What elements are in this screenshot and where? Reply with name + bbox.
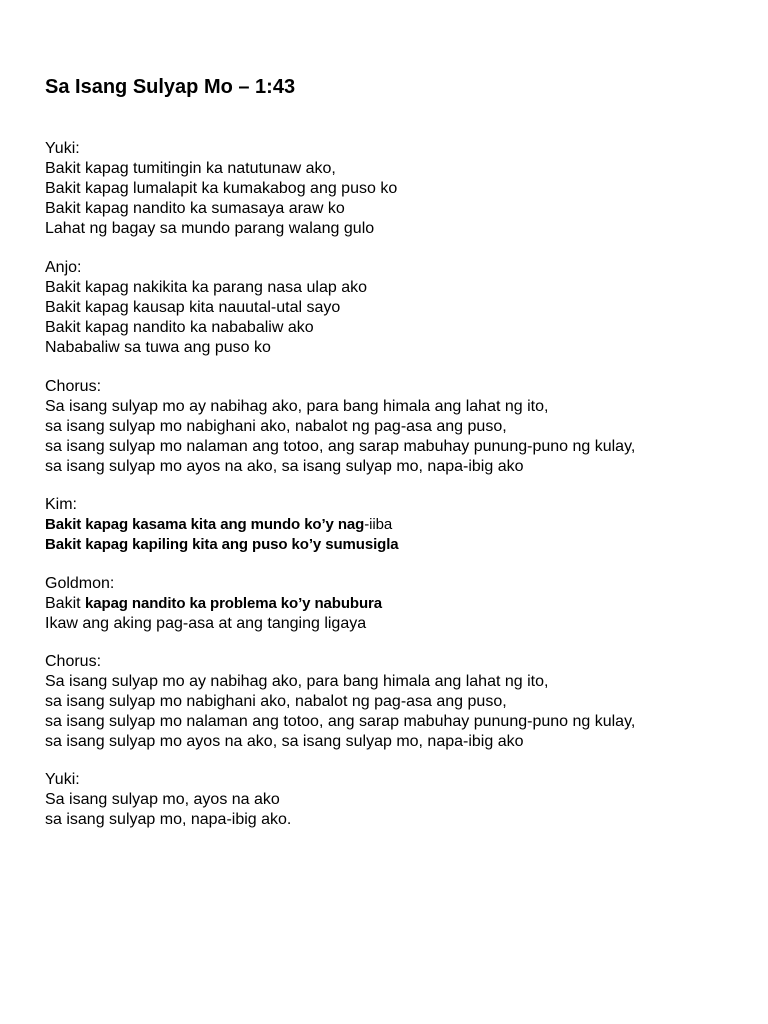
lyric-line: Sa isang sulyap mo ay nabihag ako, para bang himala ang lahat ng ito, [45, 673, 549, 690]
lyric-line: sa isang sulyap mo nabighani ako, nabalot ng pag-asa ang puso, [45, 418, 507, 435]
chorus-2 [45, 652, 755, 752]
verse-yuki-2 [45, 770, 755, 830]
lyric-line: Sa isang sulyap mo, ayos na ako [45, 791, 280, 808]
lyric-line: sa isang sulyap mo nalaman ang totoo, ang sarap mabuhay punung-puno ng kulay, [45, 438, 636, 455]
lyric-line: Bakit kapag nandito ka nababaliw ako [45, 319, 314, 336]
speaker-label: Chorus: [45, 378, 102, 395]
bold-lyric-text: Bakit kapag kasama kita ang mundo ko’y nag [45, 516, 365, 533]
lyric-line: sa isang sulyap mo nabighani ako, nabalot ng pag-asa ang puso, [45, 693, 507, 710]
lyric-line: sa isang sulyap mo ayos na ako, sa isang sulyap mo, napa-ibig ako [45, 733, 524, 750]
lyric-line: Bakit kapag tumitingin ka natutunaw ako, [45, 160, 336, 177]
lyric-line: Bakit kapag nandito ka sumasaya araw ko [45, 200, 345, 217]
chorus-1 [45, 377, 755, 477]
lyric-line: Lahat ng bagay sa mundo parang walang gulo [45, 220, 375, 237]
lyric-line: Bakit kapag lumalapit ka kumakabog ang puso ko [45, 180, 398, 197]
lyric-line: sa isang sulyap mo, napa-ibig ako. [45, 811, 292, 828]
speaker-label: Yuki: [45, 771, 80, 788]
lyric-line: Nababaliw sa tuwa ang puso ko [45, 339, 271, 356]
lyric-line: Ikaw ang aking pag-asa at ang tanging ligaya [45, 615, 367, 632]
lyric-line: Bakit kapag kausap kita nauutal-utal sayo [45, 299, 341, 316]
speaker-label: Kim: [45, 496, 77, 513]
verse-kim [45, 495, 755, 555]
bold-lyric-text: kapag nandito ka problema ko’y nabubura [85, 595, 383, 612]
speaker-label: Yuki: [45, 140, 80, 157]
lyric-line: sa isang sulyap mo nalaman ang totoo, ang sarap mabuhay punung-puno ng kulay, [45, 713, 636, 730]
song-title: Sa Isang Sulyap Mo – 1:43 [45, 76, 296, 98]
verse-goldmon [45, 574, 755, 634]
lyric-line [45, 515, 755, 535]
speaker-label: Chorus: [45, 653, 102, 670]
lyric-line: Bakit kapag nakikita ka parang nasa ulap ako [45, 279, 367, 296]
lyric-line: Bakit kapag kapiling kita ang puso ko’y sumusigla [45, 536, 399, 553]
lyric-line: Sa isang sulyap mo ay nabihag ako, para bang himala ang lahat ng ito, [45, 398, 549, 415]
lyric-text: Bakit [45, 595, 86, 612]
lyric-line: sa isang sulyap mo ayos na ako, sa isang sulyap mo, napa-ibig ako [45, 458, 524, 475]
lyric-line [45, 594, 755, 614]
speaker-label: Goldmon: [45, 575, 115, 592]
lyric-text: -iiba [364, 516, 393, 533]
verse-anjo [45, 258, 755, 358]
speaker-label: Anjo: [45, 259, 82, 276]
verse-yuki-1 [45, 139, 755, 239]
